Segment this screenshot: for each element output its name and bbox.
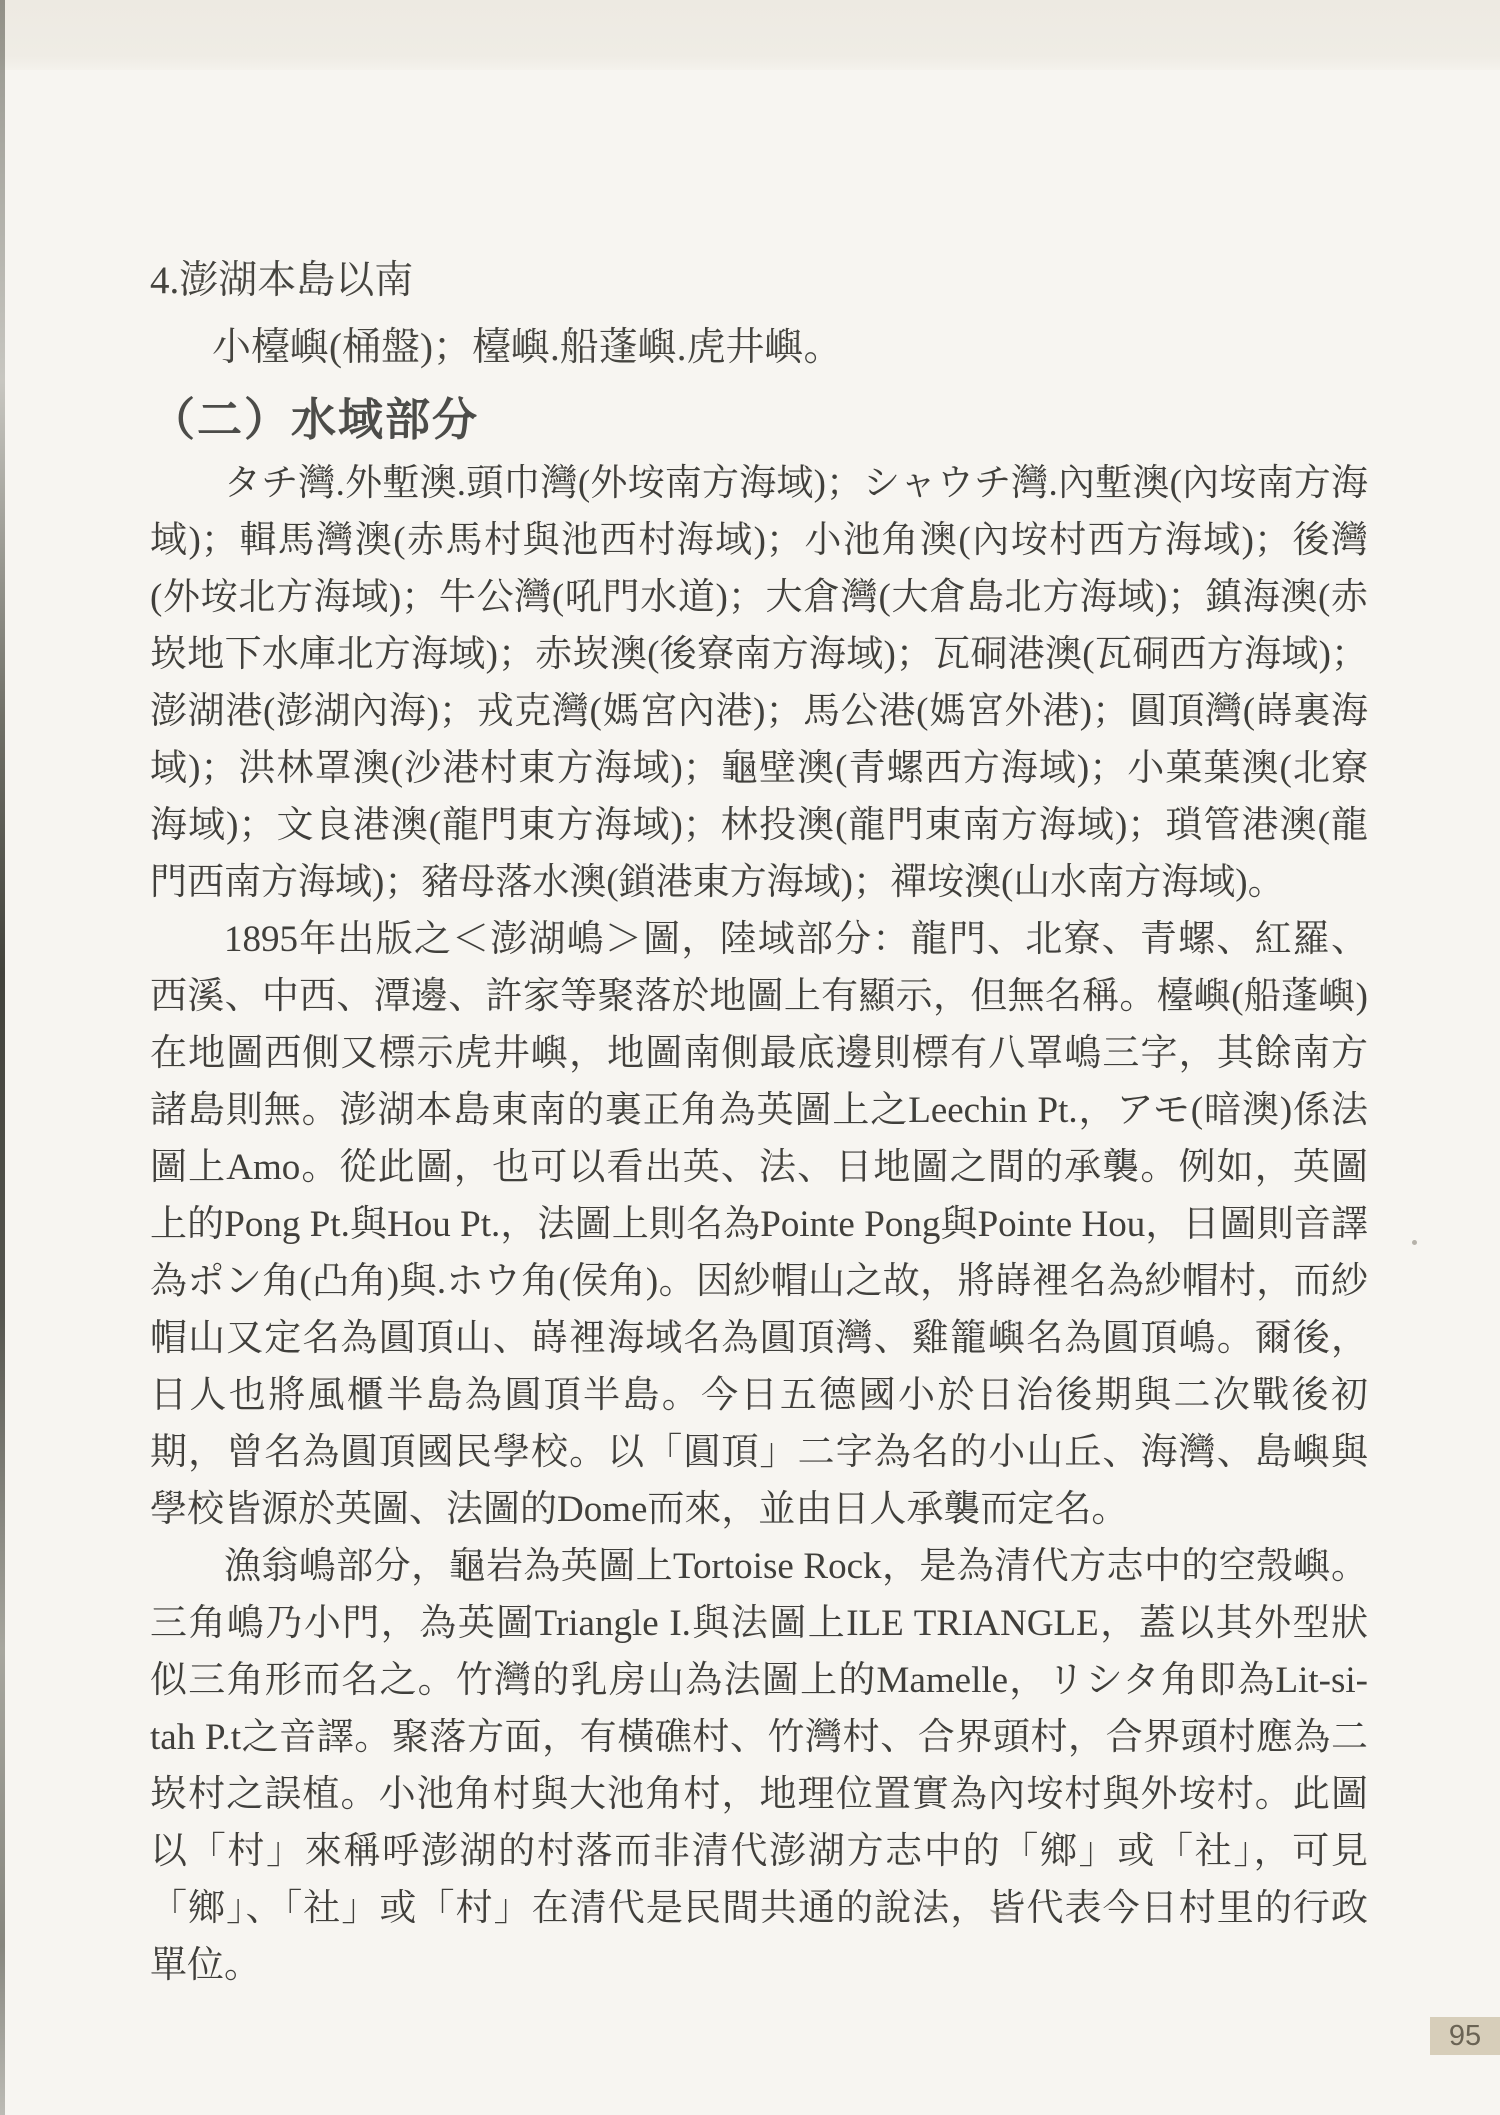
scan-binding-edge — [0, 0, 5, 2115]
paragraph-yuweng-island: 漁翁嶋部分，龜岩為英圖上Tortoise Rock，是為清代方志中的空殼嶼。三角嶋乃小門，為英圖Triangle I.與法圖上ILE TRIANGLE，蓋以其外型狀似三角形而名之。竹灣的乳房山為法圖上的Mamelle，リシタ角即為Lit-si-tah P.t之音譯。聚落方面，有橫礁村、竹灣村、合界頭村，合界頭村應為二崁村之誤植。小池角村與大池角村，地理位置實為內垵村與外垵村。此圖以「村」來稱呼澎湖的村落而非清代澎湖方志中的「鄉」或「社」，可見「鄉」、「社」或「村」在清代是民間共通的說法，皆代表今日村里的行政單位。 — [150, 1546, 1368, 1986]
subsection-heading-south-of-main-island: 4.澎湖本島以南 — [150, 259, 414, 302]
page-number-badge — [1430, 2017, 1500, 2055]
scan-top-shade — [0, 0, 1500, 70]
section-heading-water-areas: （二）水域部分 — [150, 394, 480, 445]
page-content — [150, 258, 1368, 1994]
paragraph-1895-map: 1895年出版之＜澎湖嶋＞圖，陸域部分：龍門、北寮、青螺、紅羅、西溪、中西、潭邊、許家等聚落於地圖上有顯示，但無名稱。檯嶼(船蓬嶼)在地圖西側又標示虎井嶼，地圖南側最底邊則標有八罩嶋三字，其餘南方諸島則無。澎湖本島東南的裏正角為英圖上之Leechin Pt.，アモ(暗澳)係法圖上Amo。從此圖，也可以看出英、法、日地圖之間的承襲。例如，英圖上的Pong Pt.與Hou Pt.，法圖上則名為Pointe Pong與Pointe Hou，日圖則音譯為ポン角(凸角)與.ホウ角(侯角)。因紗帽山之故，將嵵裡名為紗帽村，而紗帽山又定名為圓頂山、嵵裡海域名為圓頂灣、雞籠嶼名為圓頂嶋。爾後，日人也將風櫃半島為圓頂半島。今日五德國小於日治後期與二次戰後初期，曾名為圓頂國民學校。以「圓頂」二字為名的小山丘、海灣、島嶼與學校皆源於英圖、法圖的Dome而來，並由日人承襲而定名。 — [150, 919, 1368, 1530]
scan-speck — [1412, 1240, 1417, 1245]
body-paragraphs — [150, 455, 1368, 1994]
page-number: 95 — [1448, 2019, 1482, 2052]
paragraph-bay-list: タチ灣.外塹澳.頭巾灣(外垵南方海域)；シャウチ灣.內塹澳(內垵南方海域)；輯馬灣澳(赤馬村與池西村海域)；小池角澳(內垵村西方海域)；後灣(外垵北方海域)；牛公灣(吼門水道)；大倉灣(大倉島北方海域)；鎮海澳(赤崁地下水庫北方海域)；赤崁澳(後寮南方海域)；瓦硐港澳(瓦硐西方海域)；澎湖港(澎湖內海)；戎克灣(媽宮內港)；馬公港(媽宮外港)；圓頂灣(嵵裏海域)；洪林罩澳(沙港村東方海域)；龜壁澳(青螺西方海域)；小菓葉澳(北寮海域)；文良港澳(龍門東方海域)；林投澳(龍門東南方海域)；瑣管港澳(龍門西南方海域)；豬母落水澳(鎖港東方海域)；禪垵澳(山水南方海域)。 — [150, 463, 1368, 903]
island-list-item: 小檯嶼(桶盤)；檯嶼.船蓬嶼.虎井嶼。 — [212, 326, 843, 369]
